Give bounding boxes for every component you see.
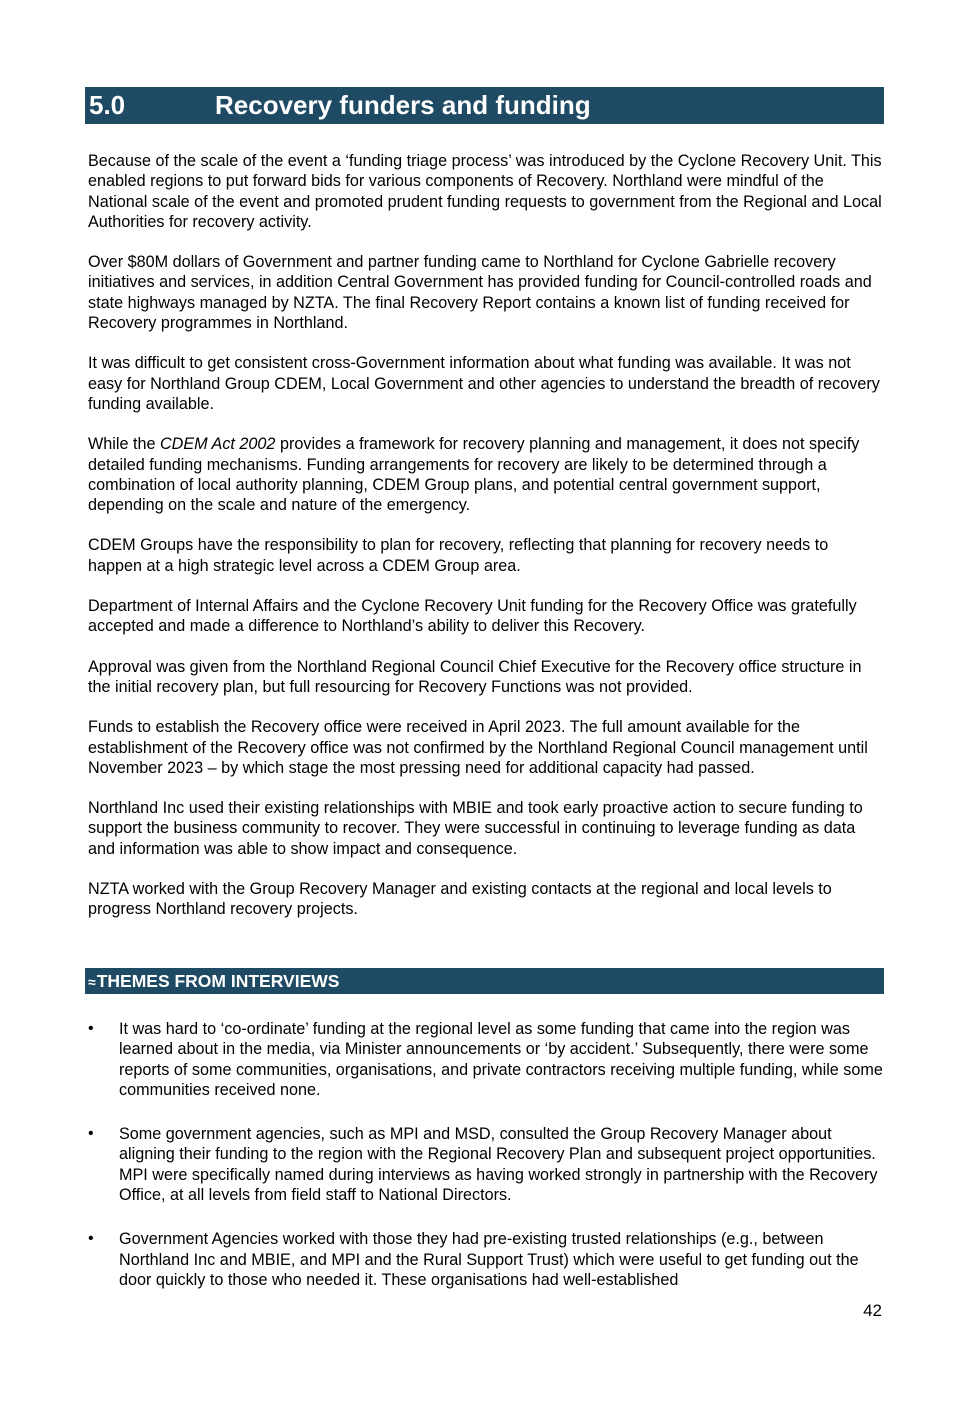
paragraph: Northland Inc used their existing relationships with MBIE and took early proactive action to secure funding to support the business community to recover. They were successful in continuing to leverage funding as data and information was able to show impact and consequence.: [88, 799, 863, 858]
section-number: 5.0: [89, 90, 126, 120]
list-item-text: Some government agencies, such as MPI and MSD, consulted the Group Recovery Manager about aligning their funding to the region with the Regional Recovery Plan and subsequent project opportunities. MPI were specifically named during interviews as having worked strongly in partnership with the Recovery Office, at all levels from field staff to National Directors.: [119, 1125, 878, 1205]
section-title: Recovery funders and funding: [215, 90, 591, 120]
list-item: [88, 1229, 883, 1290]
bullet-icon: •: [88, 1125, 94, 1143]
wave-icon: ≈: [88, 974, 96, 990]
paragraph: Funds to establish the Recovery office were received in April 2023. The full amount available for the establishment of the Recovery office was not confirmed by the Northland Regional Council management until November 2023 – by which stage the most pressing need for additional capacity had passed.: [88, 718, 868, 777]
paragraph-text: provides a framework for recovery planning and management, it does not specify detailed funding mechanisms. Funding arrangements for recovery are likely to be determined through a combination of local authority planning, CDEM Group plans, and potential central government support, depending on the scale and nature of the emergency.: [88, 435, 860, 515]
bullet-icon: •: [88, 1230, 94, 1248]
section-heading: [85, 87, 884, 124]
themes-heading: [85, 968, 884, 994]
page-number: 42: [863, 1301, 882, 1320]
paragraph-text: While the: [88, 435, 160, 454]
paragraph: Department of Internal Affairs and the Cyclone Recovery Unit funding for the Recovery Office was gratefully accepted and made a difference to Northland’s ability to deliver this Recovery.: [88, 597, 857, 636]
list-item: [88, 1124, 883, 1205]
paragraph: It was difficult to get consistent cross-Government information about what funding was available. It was not easy for Northland Group CDEM, Local Government and other agencies to understand the breadth of recovery funding available.: [88, 354, 880, 413]
paragraph: Over $80M dollars of Government and partner funding came to Northland for Cyclone Gabrielle recovery initiatives and services, in addition Central Government has provided funding for Council-controlled roads and state highways managed by NZTA. The final Recovery Report contains a known list of funding received for Recovery programmes in Northland.: [88, 253, 872, 333]
paragraph: Approval was given from the Northland Regional Council Chief Executive for the Recovery office structure in the initial recovery plan, but full resourcing for Recovery Functions was not provided.: [88, 657, 862, 696]
act-title: CDEM Act 2002: [159, 435, 276, 454]
themes-title: THEMES FROM INTERVIEWS: [96, 971, 340, 991]
list-item-text: Government Agencies worked with those they had pre-existing trusted relationships (e.g., between Northland Inc and MBIE, and MPI and the Rural Support Trust) which were useful to get funding out the door quickly to those who needed it. These organisations had well-established: [119, 1230, 859, 1289]
paragraph: Because of the scale of the event a ‘funding triage process’ was introduced by the Cyclone Recovery Unit. This enabled regions to put forward bids for various components of Recovery. Northland were mindful of the National scale of the event and promoted prudent funding requests to government from the Regional and Local Authorities for recovery activity.: [88, 152, 882, 231]
paragraph: [88, 434, 883, 515]
themes-list: [88, 1019, 883, 1314]
paragraph: CDEM Groups have the responsibility to plan for recovery, reflecting that planning for recovery needs to happen at a high strategic level across a CDEM Group area.: [88, 536, 829, 575]
paragraph: NZTA worked with the Group Recovery Manager and existing contacts at the regional and local levels to progress Northland recovery projects.: [88, 880, 832, 919]
body-text: [88, 151, 883, 940]
list-item-text: It was hard to ‘co-ordinate’ funding at the regional level as some funding that came into the region was learned about in the media, via Minister announcements or ‘by accident.’ Subsequently, there were some reports of some communities, organisations, and private contractors receiving multiple funding, while some communities received none.: [119, 1020, 883, 1099]
bullet-icon: •: [88, 1020, 94, 1037]
list-item: [88, 1019, 883, 1100]
